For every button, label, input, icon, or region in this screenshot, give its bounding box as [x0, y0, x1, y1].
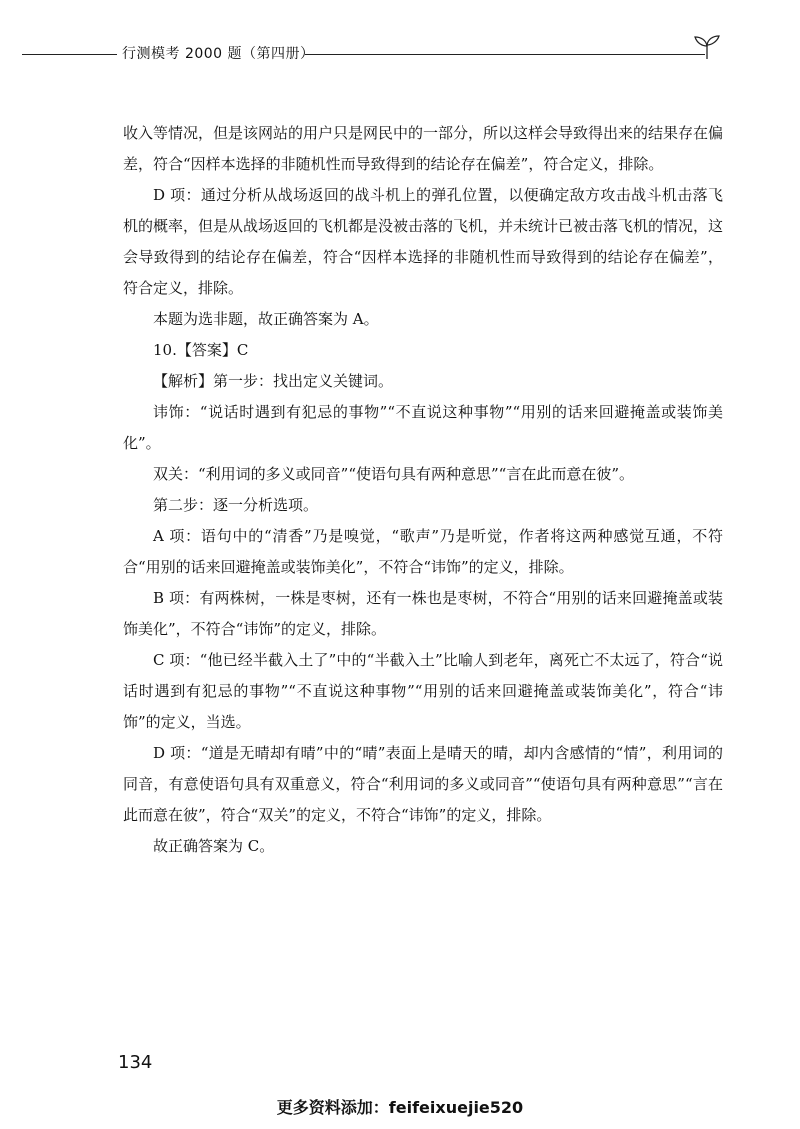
page-number: 134	[118, 1052, 153, 1073]
analysis-heading: 【解析】第一步：找出定义关键词。	[153, 372, 394, 390]
header-rule-right	[305, 54, 705, 55]
paragraph: 双关：“利用词的多义或同音”“使语句具有两种意思”“言在此而意在彼”。	[153, 465, 635, 483]
paragraph: D 项：“道是无晴却有晴”中的“晴”表面上是晴天的晴，却内含感情的“情”，利用词的同音，有意使语句具有双重意义，符合“利用词的多义或同音”“使语句具有两种意思”“言在此而意在彼”，符合“双关”的定义，不符合“讳饰”的定义，排除。	[123, 744, 723, 824]
paragraph: 收入等情况，但是该网站的用户只是网民中的一部分，所以这样会导致得出来的结果存在偏差，符合“因样本选择的非随机性而导致得到的结论存在偏差”，符合定义，排除。	[123, 124, 724, 173]
footer-note: 更多资料添加：feifeixuejie520	[276, 1098, 524, 1117]
answer-heading: 10.【答案】C	[153, 341, 249, 359]
paragraph: C 项：“他已经半截入土了”中的“半截入土”比喻人到老年，离死亡不太远了，符合“说话时遇到有犯忌的事物”“不直说这种事物”“用别的话来回避掩盖或装饰美化”，符合“讳饰”的定义，当选。	[123, 651, 723, 731]
paragraph: A 项：语句中的“清香”乃是嗅觉，“歌声”乃是听觉，作者将这两种感觉互通，不符合“用别的话来回避掩盖或装饰美化”，不符合“讳饰”的定义，排除。	[123, 527, 723, 576]
body-text	[123, 118, 723, 862]
paragraph: 故正确答案为 C。	[153, 837, 275, 855]
paragraph: B 项：有两株树，一株是枣树，还有一株也是枣树，不符合“用别的话来回避掩盖或装饰美化”，不符合“讳饰”的定义，排除。	[123, 589, 723, 638]
paragraph: D 项：通过分析从战场返回的战斗机上的弹孔位置，以便确定敌方攻击战斗机击落飞机的概率，但是从战场返回的飞机都是没被击落的飞机，并未统计已被击落飞机的情况，这会导致得到的结论存在偏差，符合“因样本选择的非随机性而导致得到的结论存在偏差”，符合定义，排除。	[123, 186, 724, 297]
paragraph: 讳饰：“说话时遇到有犯忌的事物”“不直说这种事物”“用别的话来回避掩盖或装饰美化”。	[123, 403, 723, 452]
header-rule-left	[22, 54, 117, 55]
running-title: 行测模考 2000 题（第四册）	[122, 46, 315, 62]
paragraph: 本题为选非题，故正确答案为 A。	[153, 310, 379, 328]
paragraph: 第二步：逐一分析选项。	[153, 496, 319, 514]
sprout-icon	[692, 34, 722, 60]
page-header	[22, 40, 722, 66]
